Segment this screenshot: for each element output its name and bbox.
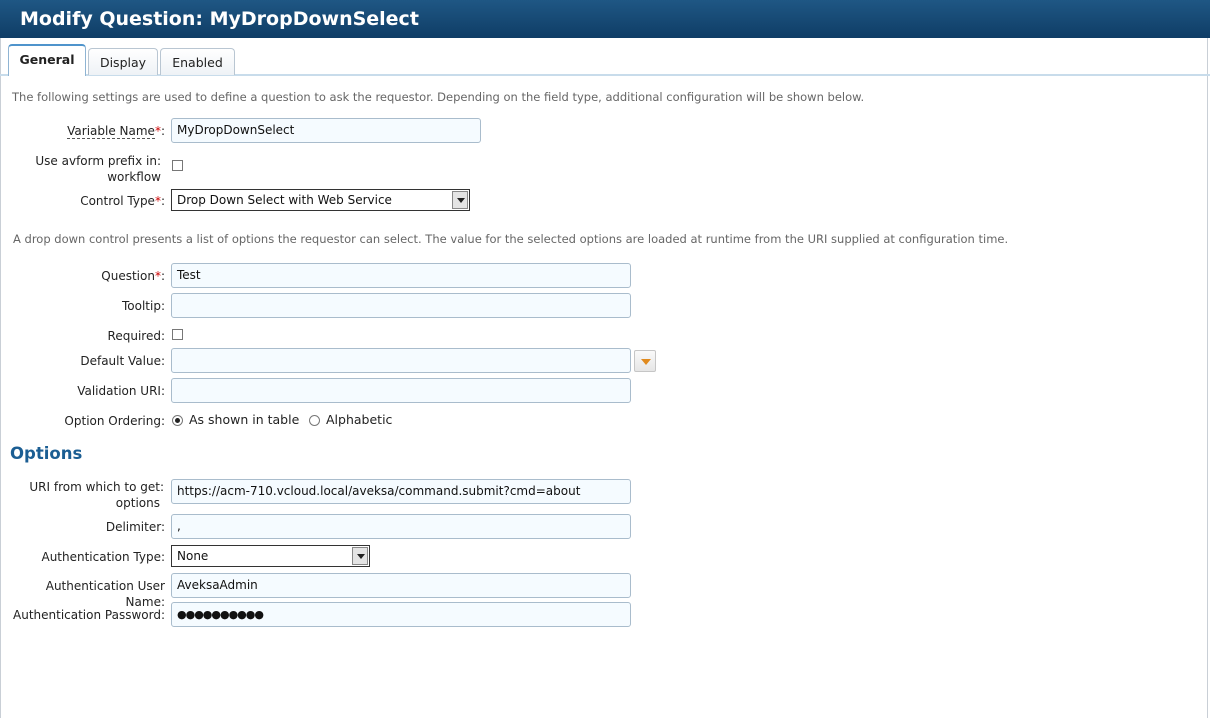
question-field[interactable]: Test (171, 263, 631, 288)
auth-user-label: Authentication User Name: (45, 579, 165, 609)
intro-text: The following settings are used to define a question to ask the requestor. Depending on the field type, additional configuration will be shown below. (12, 90, 865, 104)
variable-name-label: Variable Name*: (67, 124, 165, 138)
tab-display[interactable]: Display (88, 48, 158, 75)
auth-type-select[interactable] (171, 545, 370, 567)
option-ordering-label: Option Ordering: (64, 414, 165, 428)
tooltip-label: Tooltip: (121, 299, 165, 313)
question-label: Question*: (101, 269, 165, 283)
tab-general[interactable]: General (8, 44, 86, 76)
ordering-alphabetic-radio[interactable] (309, 415, 320, 426)
auth-type-value: None (177, 549, 209, 563)
required-label: Required: (107, 329, 165, 343)
auth-password-field[interactable]: ●●●●●●●●●● (171, 602, 631, 627)
tooltip-field[interactable] (171, 293, 631, 318)
options-heading: Options (10, 444, 83, 463)
delimiter-field[interactable]: , (171, 514, 631, 539)
chevron-down-icon (452, 191, 468, 209)
validation-uri-label: Validation URI: (77, 384, 165, 398)
uri-field[interactable]: https://acm-710.vcloud.local/aveksa/command.submit?cmd=about (171, 479, 631, 504)
delimiter-label: Delimiter: (105, 520, 165, 534)
control-type-label: Control Type*: (80, 194, 165, 208)
auth-password-label: Authentication Password: (13, 608, 165, 622)
required-checkbox[interactable] (172, 329, 183, 340)
avform-prefix-label: Use avform prefix in: workflow (35, 154, 161, 184)
default-value-field[interactable] (171, 348, 631, 373)
dropdown-arrow-icon[interactable] (634, 350, 656, 372)
avform-prefix-checkbox[interactable] (172, 160, 183, 171)
tab-enabled[interactable]: Enabled (160, 48, 235, 75)
uri-label: URI from which to get: options (29, 480, 164, 510)
control-type-description: A drop down control presents a list of options the requestor can select. The value for the selected options are loaded at runtime from the URI supplied at configuration time. (13, 232, 1009, 246)
ordering-as-shown-label: As shown in table (189, 412, 300, 427)
default-value-label: Default Value: (80, 354, 165, 368)
validation-uri-field[interactable] (171, 378, 631, 403)
tab-strip (0, 38, 1210, 76)
auth-type-label: Authentication Type: (41, 550, 165, 564)
auth-user-field[interactable]: AveksaAdmin (171, 573, 631, 598)
dialog-title: Modify Question: MyDropDownSelect (0, 0, 1210, 38)
variable-name-field[interactable]: MyDropDownSelect (171, 118, 481, 143)
control-type-select[interactable] (171, 189, 470, 211)
ordering-alphabetic-label: Alphabetic (326, 412, 393, 427)
ordering-as-shown-radio[interactable] (172, 415, 183, 426)
chevron-down-icon (352, 547, 368, 565)
control-type-value: Drop Down Select with Web Service (177, 193, 392, 207)
